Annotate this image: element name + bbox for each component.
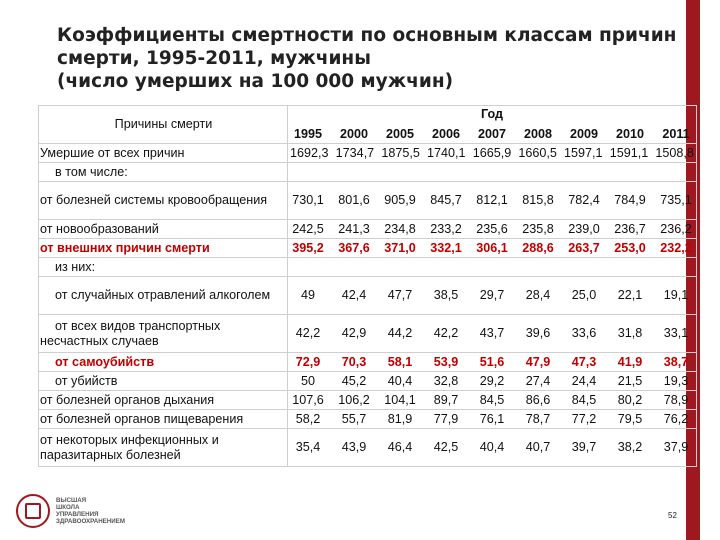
year-label: 2008 xyxy=(523,127,553,141)
row-label: от болезней органов дыхания xyxy=(39,391,288,410)
year-label: 1995 xyxy=(293,127,323,141)
row-label: от убийств xyxy=(39,372,288,391)
table-row xyxy=(39,391,697,410)
years-header xyxy=(288,106,697,144)
row-values: 242,5 241,3 234,8 233,2 235,6 235,8 239,0 236,7 236,2 xyxy=(292,221,692,236)
title-line-2: смерти, 1995-2011, мужчины xyxy=(57,48,371,69)
slide-title xyxy=(57,24,677,93)
table-row xyxy=(39,429,697,467)
table-header-row xyxy=(39,106,697,144)
page-number: 52 xyxy=(668,511,677,520)
table-row xyxy=(39,220,697,239)
row-label: в том числе: xyxy=(39,163,288,182)
table-row xyxy=(39,163,697,182)
year-label: 2006 xyxy=(431,127,461,141)
year-label: 2009 xyxy=(569,127,599,141)
year-label: 2000 xyxy=(339,127,369,141)
logo-text: ВЫСШАЯ ШКОЛА УПРАВЛЕНИЯ ЗДРАВООХРАНЕНИЕМ xyxy=(56,497,126,525)
row-label: из них: xyxy=(39,258,288,277)
table-row xyxy=(39,144,697,163)
year-label: 2011 xyxy=(662,127,690,141)
year-label: 2007 xyxy=(477,127,507,141)
table-row xyxy=(39,315,697,353)
title-line-3: (число умерших на 100 000 мужчин) xyxy=(57,71,454,92)
row-values: 35,4 43,9 46,4 42,5 40,4 40,7 39,7 38,2 37,9 xyxy=(295,440,689,454)
seal-icon xyxy=(16,494,50,528)
row-label: от случайных отравлений алкоголем xyxy=(39,277,288,315)
row-label: от всех видов транспортных несчастных случаев xyxy=(39,315,288,353)
row-label: Умершие от всех причин xyxy=(39,144,288,163)
title-line-1: Коэффициенты смертности по основным классам причин xyxy=(57,25,677,46)
table-row xyxy=(39,239,697,258)
mortality-table xyxy=(38,105,697,467)
table-row xyxy=(39,277,697,315)
causes-header: Причины смерти xyxy=(39,106,288,144)
year-group-label: Год xyxy=(480,107,504,121)
row-values: 49 42,4 47,7 38,5 29,7 28,4 25,0 22,1 19,1 xyxy=(300,288,689,302)
row-values: 58,2 55,7 81,9 77,9 76,1 78,7 77,2 79,5 76,2 xyxy=(295,411,689,426)
row-values: 1692,3 1734,7 1875,5 1740,1 1665,9 1660,5 1597,1 1591,1 1508,8 xyxy=(290,145,694,160)
table-row xyxy=(39,258,697,277)
row-values: 72,9 70,3 58,1 53,9 51,6 47,9 47,3 41,9 38,7 xyxy=(295,354,689,369)
table-row xyxy=(39,372,697,391)
row-values: 50 45,2 40,4 32,8 29,2 27,4 24,4 21,5 19,3 xyxy=(300,373,689,388)
row-values: 42,2 42,9 44,2 42,2 43,7 39,6 33,6 31,8 33,1 xyxy=(295,326,689,340)
year-label: 2010 xyxy=(615,127,645,141)
year-labels xyxy=(290,127,694,142)
table-row xyxy=(39,410,697,429)
row-label: от болезней системы кровообращения xyxy=(39,182,288,220)
row-values: 107,6 106,2 104,1 89,7 84,5 86,6 84,5 80,2 78,9 xyxy=(292,392,689,407)
row-label: от самоубийств xyxy=(39,353,288,372)
table-row xyxy=(39,182,697,220)
row-label: от болезней органов пищеварения xyxy=(39,410,288,429)
row-values: 730,1 801,6 905,9 845,7 812,1 815,8 782,4 784,9 735,1 xyxy=(292,193,692,207)
row-label: от некоторых инфекционных и паразитарных болезней xyxy=(39,429,288,467)
row-label: от внешних причин смерти xyxy=(39,239,288,258)
year-label: 2005 xyxy=(385,127,415,141)
row-label: от новообразований xyxy=(39,220,288,239)
table-row xyxy=(39,353,697,372)
row-values: 395,2 367,6 371,0 332,1 306,1 288,6 263,7 253,0 232,2 xyxy=(292,240,692,255)
school-logo xyxy=(16,494,125,528)
